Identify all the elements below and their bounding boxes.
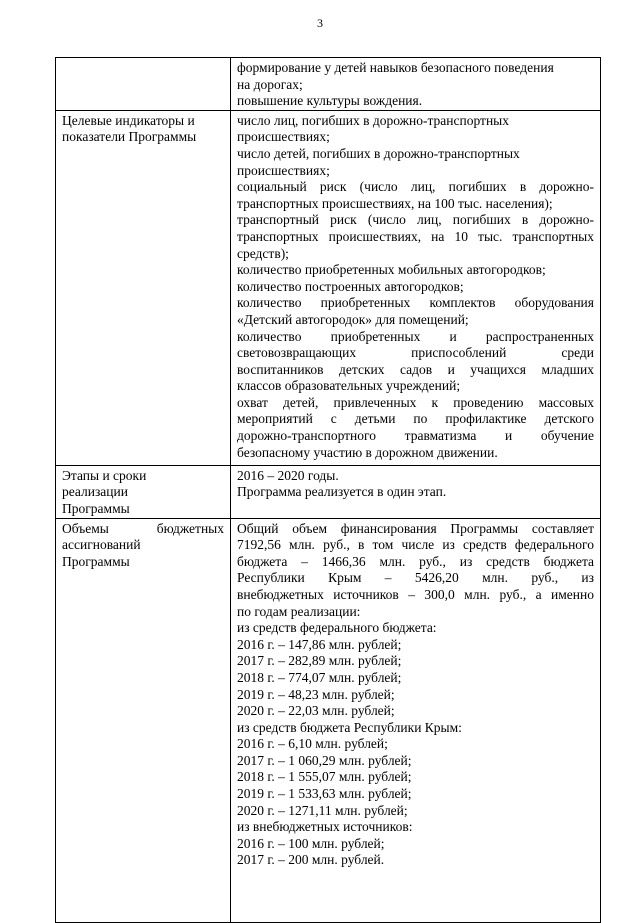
row-label-cell [56,58,231,111]
page-number: 3 [317,16,323,30]
row-value-line: происшествиях; [237,162,330,178]
row-value-cell [231,465,601,518]
row-value-line: количество приобретенных мобильных автогородков; [237,262,546,278]
row-value-line: 2016 г. – 6,10 млн. рублей; [237,736,388,752]
row-value-line: происшествиях; [237,129,330,145]
row-value-line: Республики Крым – 5426,20 млн. руб., из [237,570,594,586]
row-value-line: 2018 г. – 774,07 млн. рублей; [237,669,402,685]
row-label-cell [56,518,231,922]
row-value-line: средств); [237,245,289,261]
table-row [56,518,601,922]
row-value-line: 2020 г. – 22,03 млн. рублей; [237,703,395,719]
row-value-cell [231,518,601,922]
row-value-cell [231,58,601,111]
row-value-line: 2020 г. – 1271,11 млн. рублей; [237,802,408,818]
row-value-line: мероприятий с детьми по профилактике детского [237,411,594,427]
row-value-line: по годам реализации: [237,603,361,619]
row-value-line: безопасному участию в дорожном движении. [237,444,498,460]
row-label-line: Объемы бюджетных [62,520,224,536]
row-label-line: показатели Программы [62,129,197,145]
row-value-line: 2019 г. – 48,23 млн. рублей; [237,686,395,702]
row-value-line: 2017 г. – 200 млн. рублей. [237,852,385,868]
row-value-line: из средств федерального бюджета: [237,620,437,636]
row-value-line: 2016 г. – 100 млн. рублей; [237,835,385,851]
row-label-line: Программы [62,553,130,569]
row-value-line: внебюджетных источников – 300,0 млн. руб., а именно [237,586,594,602]
row-value-line: 2018 г. – 1 555,07 млн. рублей; [237,769,412,785]
row-label-cell [56,110,231,465]
row-value-line: 2016 г. – 147,86 млн. рублей; [237,636,402,652]
row-value-line: транспортных происшествиях, на 10 тыс. транспортных [237,228,594,244]
row-value-line: 2017 г. – 1 060,29 млн. рублей; [237,752,412,768]
row-value-line: формирование у детей навыков безопасного поведения [237,60,554,75]
row-value-line: световозвращающих приспособлений среди [237,345,594,361]
row-value-line: 2016 – 2020 годы. [237,467,339,483]
row-label-cell [56,465,231,518]
row-value-line: число лиц, погибших в дорожно-транспортных [237,112,509,128]
row-value-line: на дорогах; [237,76,303,92]
row-value-line: транспортный риск (число лиц, погибших в дорожно- [237,212,594,228]
row-value-line: дорожно-транспортного травматизма и обучение [237,428,594,444]
row-value-cell [231,110,601,465]
row-value-line: Общий объем финансирования Программы составляет [237,520,594,536]
row-value-line: классов образовательных учреждений; [237,378,461,394]
row-value-line: количество приобретенных и распространенных [237,328,594,344]
row-value-line: количество приобретенных комплектов оборудования [237,295,594,311]
row-label-line: Целевые индикаторы и [62,112,195,128]
row-value-line: охват детей, привлеченных к проведению массовых [237,394,594,410]
row-value-line: воспитанников детских садов и учащихся младших [237,361,594,377]
row-value-line: из средств бюджета Республики Крым: [237,719,462,735]
row-value-line: социальный риск (число лиц, погибших в дорожно- [237,179,594,195]
table-row [56,465,601,518]
table-row [56,110,601,465]
program-passport-table [55,57,601,923]
row-value-line: 7192,56 млн. руб., в том числе из средств федерального [237,537,594,553]
row-label-line: ассигнований [62,537,141,553]
row-value-line: повышение культуры вождения. [237,93,423,109]
row-value-line: 2019 г. – 1 533,63 млн. рублей; [237,786,412,802]
row-value-line: из внебюджетных источников: [237,819,413,835]
row-value-line: транспортных происшествиях, на 100 тыс. населения); [237,195,553,211]
row-label-line: реализации [62,484,128,500]
row-value-line: «Детский автогородок» для помещений; [237,311,469,327]
row-value-line: число детей, погибших в дорожно-транспортных [237,145,520,161]
row-label-line: Программы [62,500,130,516]
row-value-line: 2017 г. – 282,89 млн. рублей; [237,653,402,669]
table-row [56,58,601,111]
row-value-line: количество построенных автогородков; [237,278,464,294]
row-value-line: Программа реализуется в один этап. [237,484,447,500]
row-value-line: бюджета – 1466,36 млн. руб., из средств бюджета [237,553,594,569]
row-label-line: Этапы и сроки [62,467,147,483]
